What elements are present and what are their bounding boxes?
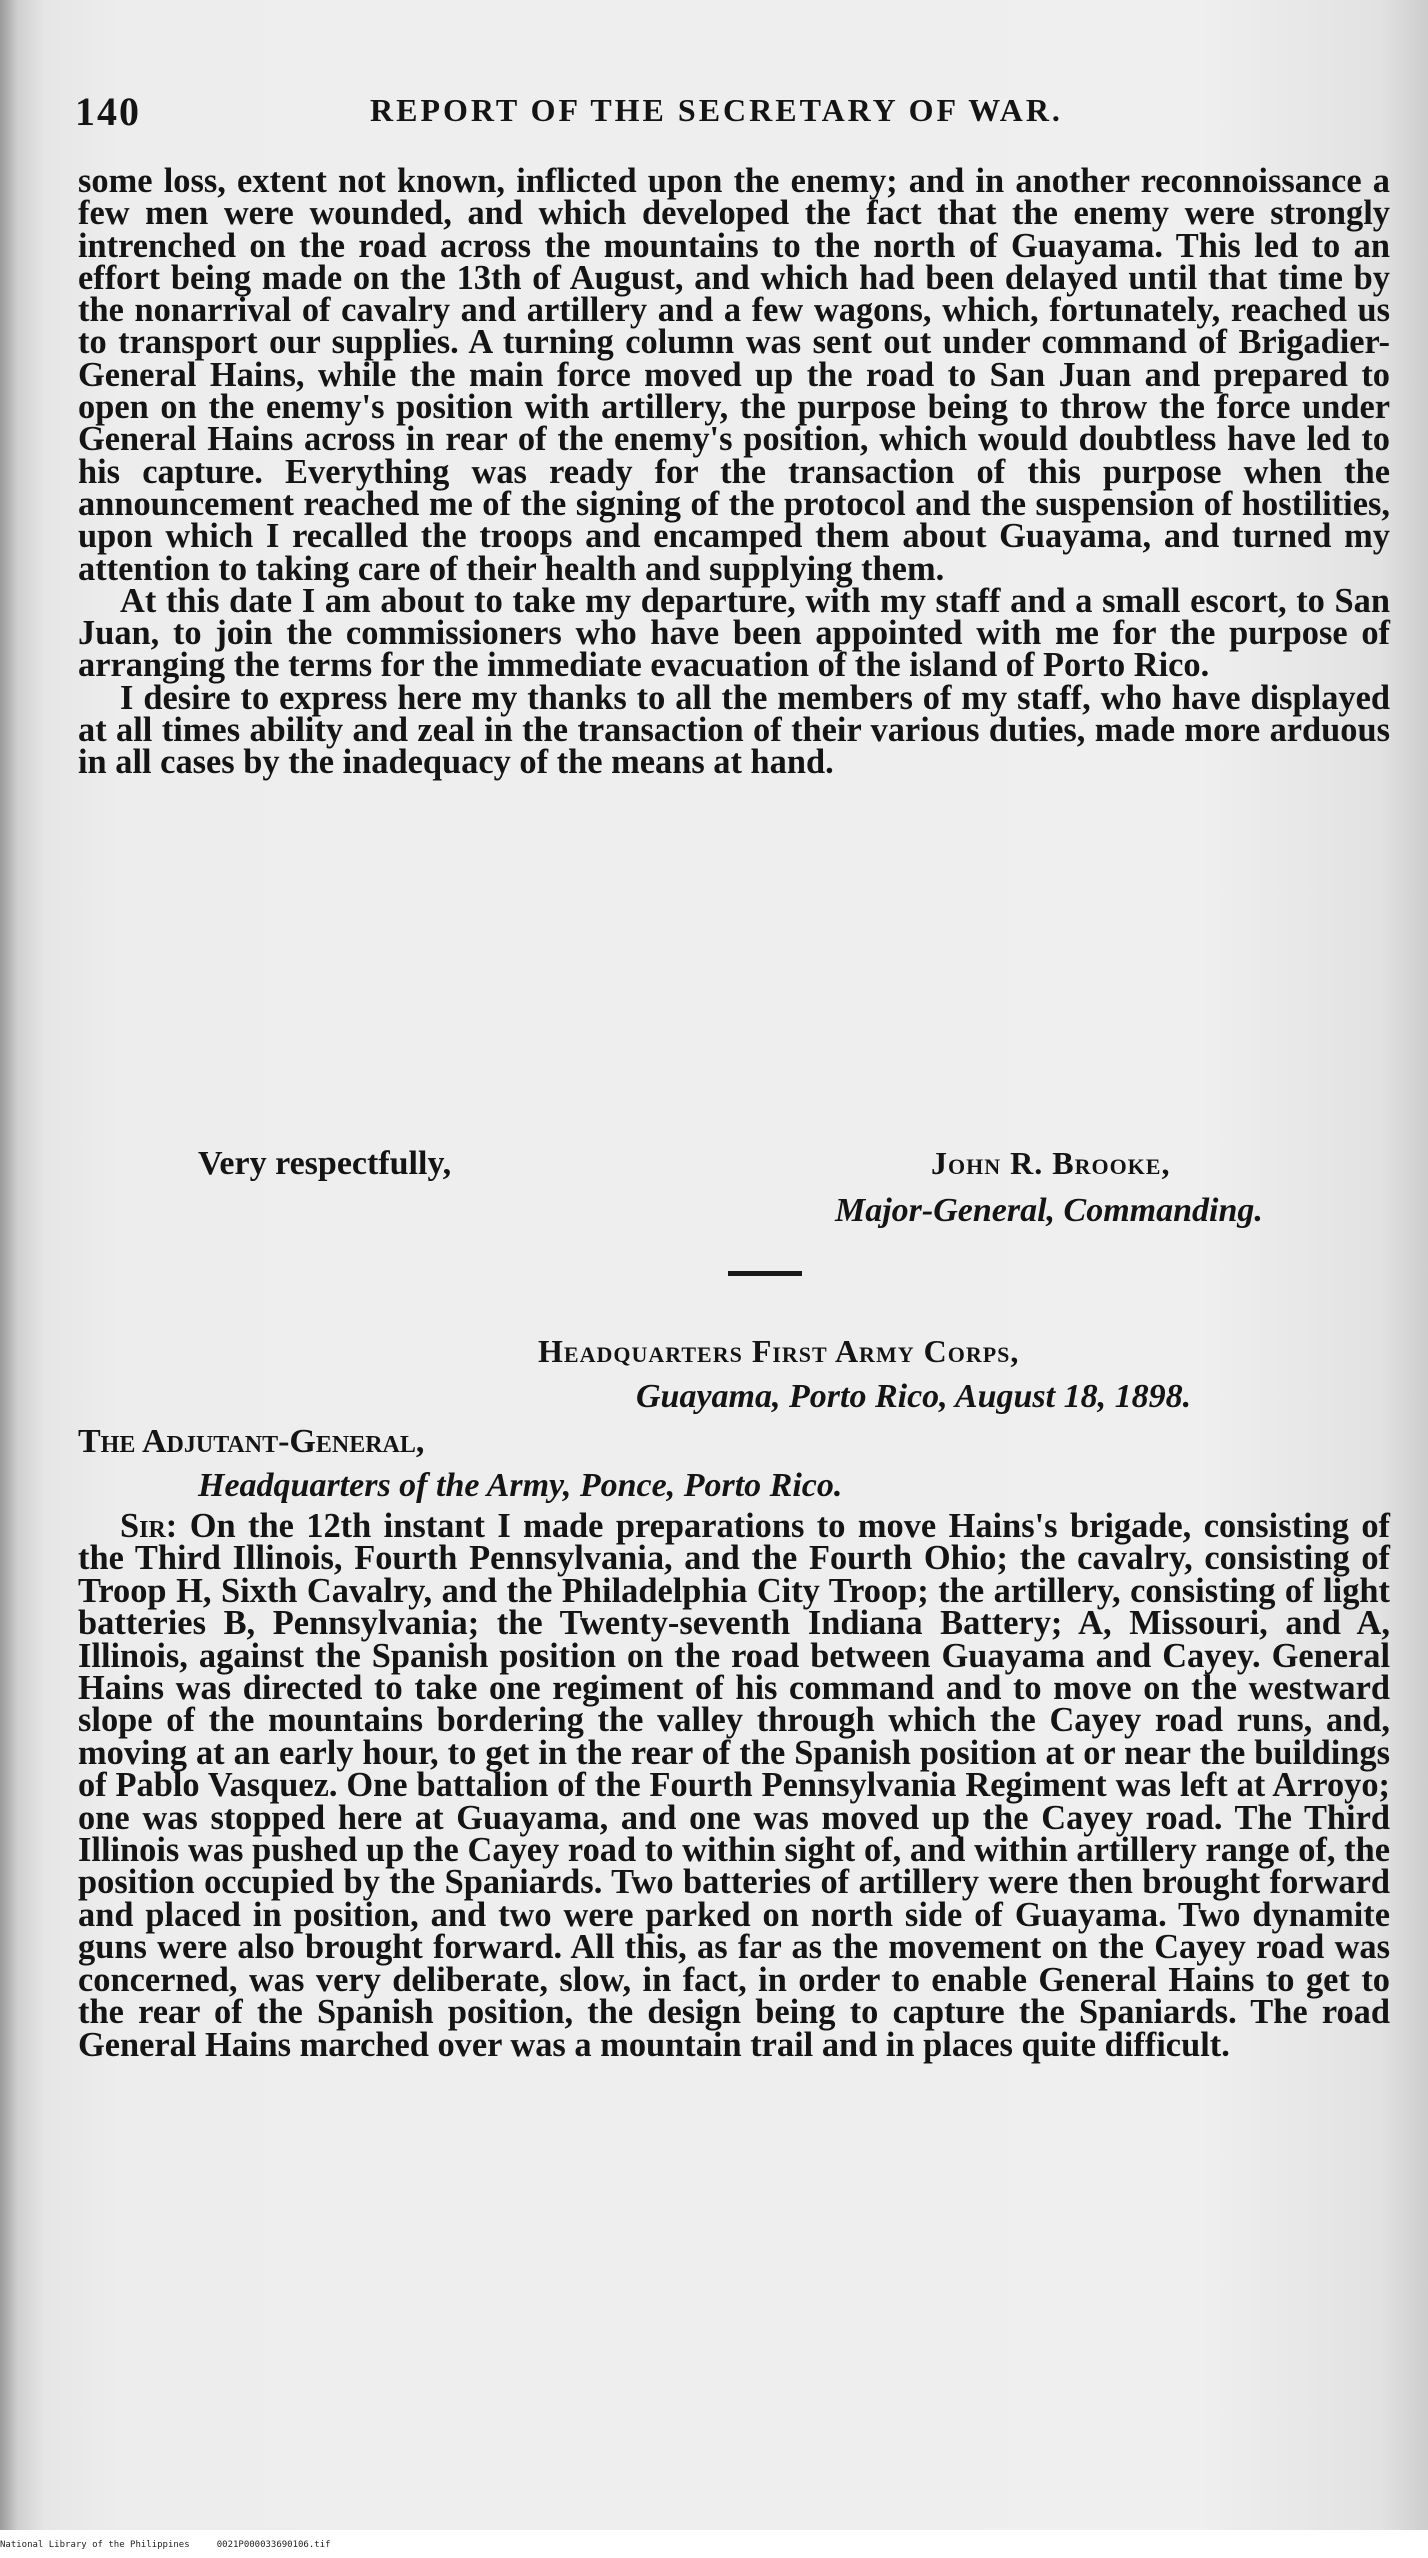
dateline: Guayama, Porto Rico, August 18, 1898.: [636, 1378, 1192, 1415]
scan-footer: National Library of the Philippines 0021P000033690106.tif: [0, 2540, 331, 2550]
section-divider: [728, 1271, 802, 1276]
letter-body-continued: [78, 162, 1390, 782]
headquarters-name: Headquarters First Army Corps,: [538, 1333, 1020, 1369]
page-number: 140: [75, 89, 141, 134]
running-head: REPORT OF THE SECRETARY OF WAR.: [370, 92, 1063, 128]
paragraph: some loss, extent not known, inflicted upon the enemy; and in another reconnoissance a few men were wounded, and which developed the fact that the enemy were strongly intrenched on the road across the mountains to the north of Guayama. This led to an effort being made on the 13th of August, and which had been delayed until that time by the nonarrival of cavalry and artillery and a few wagons, which, fortunately, reached us to transport our supplies. A turning column was sent out under command of Brigadier-General Hains, while the main force moved up the road to San Juan and prepared to open on the enemy's position with artillery, the purpose being to throw the force under General Hains across in rear of the enemy's position, which would doubtless have led to his capture. Everything was ready for the transaction of this purpose when the announcement reached me of the signing of the protocol and the suspension of hostilities, upon which I recalled the troops and encamped them about Guayama, and turned my attention to taking care of their health and supplying them.: [78, 162, 1390, 588]
paragraph: At this date I am about to take my departure, with my staff and a small escort, to San Juan, to join the commissioners who have been appointed with me for the purpose of arranging the terms for the immediate evacuation of the island of Porto Rico.: [78, 581, 1390, 685]
body-text: On the 12th instant I made preparations to move Hains's brigade, consisting of the Third Illinois, Fourth Pennsylvania, and the Fourth Ohio; the cavalry, consisting of Troop H, Sixth Cavalry, and the Philadelphia City Troop; the artillery, consisting of light batteries B, Pennsylvania; the Twenty-seventh Indiana Battery; A, Missouri, and A, Illinois, against the Spanish position on the road between Guayama and Cayey. General Hains was directed to take one regiment of his command and to move on the westward slope of the mountains bordering the valley through which the Cayey road runs, and, moving at an early hour, to get in the rear of the Spanish position at or near the buildings of Pablo Vasquez. One battalion of the Fourth Pennsylvania Regiment was left at Arroyo; one was stopped here at Guayama, and one was moved up the Cayey road. The Third Illinois was pushed up the Cayey road to within sight of, and within artillery range of, the position occupied by the Spaniards. Two batteries of artillery were then brought forward and placed in position, and two were parked on north side of Guayama. Two dynamite guns were also brought forward. All this, as far as the movement on the Cayey road was concerned, was very deliberate, slow, in fact, in order to enable General Hains to get to the rear of the Spanish position, the design being to capture the Spaniards. The road General Hains marched over was a mountain trail and in places quite difficult.: [78, 1507, 1391, 2064]
second-letter-body: [78, 1507, 1391, 2064]
paragraph: [78, 1507, 1391, 2064]
page-header: [75, 88, 1375, 140]
paragraph: I desire to express here my thanks to all the members of my staff, who have displayed at all times ability and zeal in the transaction of their various duties, made more arduous in all cases by the inadequacy of the means at hand.: [78, 678, 1390, 782]
salutation: Sir:: [120, 1507, 178, 1545]
signer-title: Major-General, Commanding.: [835, 1192, 1263, 1229]
addressee: The Adjutant-General,: [78, 1423, 425, 1460]
signature-block: [198, 1145, 1378, 1185]
closing: Very respectfully,: [198, 1145, 452, 1182]
signer-name: John R. Brooke,: [931, 1145, 1171, 1181]
addressee-location: Headquarters of the Army, Ponce, Porto Rico.: [198, 1467, 843, 1504]
